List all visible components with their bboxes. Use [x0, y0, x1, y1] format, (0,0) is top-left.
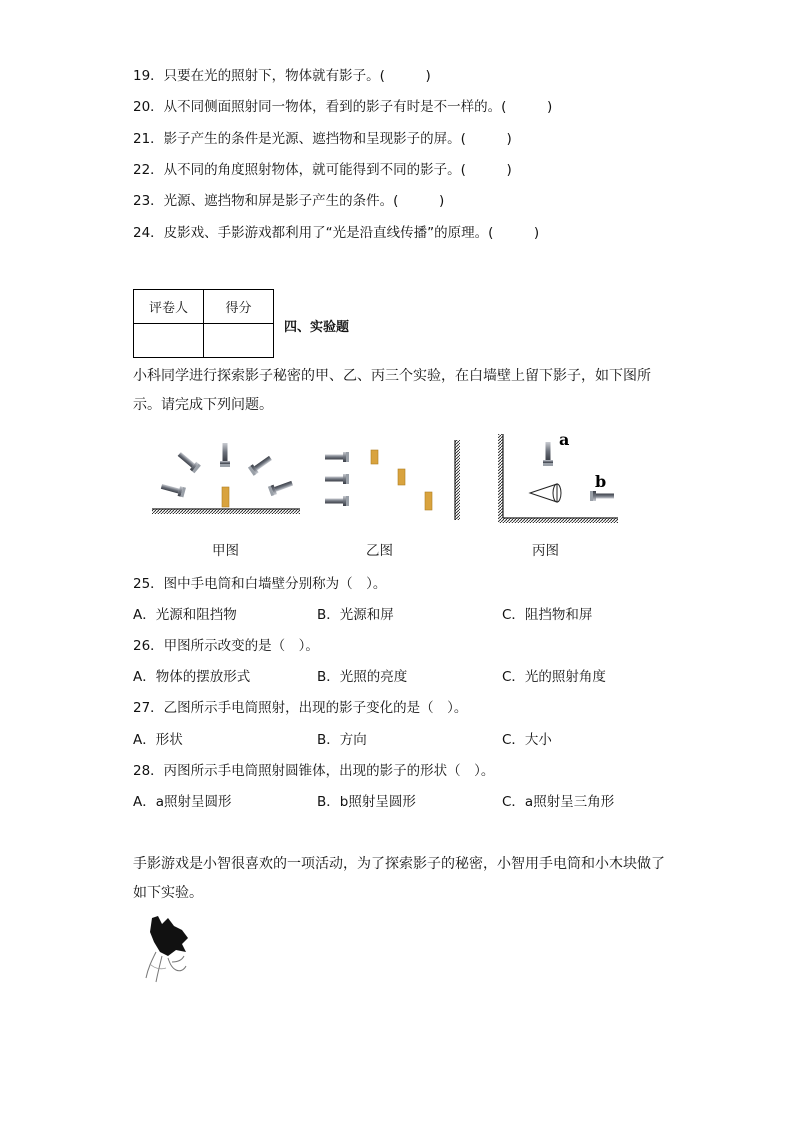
- flashlight-icon: [176, 450, 201, 473]
- q28-option-b[interactable]: B．b照射呈圆形: [317, 794, 416, 810]
- experiment-figure: [0, 0, 794, 560]
- q25-option-a[interactable]: A．光源和阻挡物: [133, 607, 237, 623]
- wood-block: [222, 487, 229, 507]
- flashlight-icon: [325, 474, 349, 484]
- score-header: 得分: [204, 290, 274, 324]
- wood-block: [398, 469, 405, 485]
- caption-bing: 丙图: [532, 543, 559, 559]
- flashlight-icon: [325, 496, 349, 506]
- rabbit-shadow-icon: [150, 916, 188, 956]
- q26-option-c[interactable]: C．光的照射角度: [502, 669, 606, 685]
- q28-option-c[interactable]: C．a照射呈三角形: [502, 794, 615, 810]
- section-title: 四、实验题: [284, 320, 350, 335]
- flashlight-icon: [543, 442, 553, 466]
- question-28: 28．丙图所示手电筒照射圆锥体，出现的影子的形状（ ）。: [133, 763, 495, 779]
- question-19: 19．只要在光的照射下，物体就有影子。( ): [133, 68, 431, 84]
- q26-option-b[interactable]: B．光照的亮度: [317, 669, 408, 685]
- hand-shadow-intro: 手影游戏是小智很喜欢的一项活动，为了探索影子的秘密，小智用手电筒和小木块做了如下实验。: [133, 856, 665, 901]
- caption-jia: 甲图: [212, 543, 239, 559]
- label-a: a: [559, 430, 570, 449]
- question-25: 25．图中手电筒和白墙壁分别称为（ ）。: [133, 576, 387, 592]
- q27-option-b[interactable]: B．方向: [317, 732, 367, 748]
- question-21: 21．影子产生的条件是光源、遮挡物和呈现影子的屏。( ): [133, 131, 512, 147]
- flashlight-icon: [248, 454, 273, 476]
- wall: [455, 440, 460, 520]
- q27-option-c[interactable]: C．大小: [502, 732, 552, 748]
- experiment-intro: 小科同学进行探索影子秘密的甲、乙、丙三个实验，在白墙壁上留下影子，如下图所示。请完成下列问题。: [133, 368, 651, 413]
- hand-shadow-image: [138, 912, 198, 988]
- q25-option-c[interactable]: C．阻挡物和屏: [502, 607, 593, 623]
- figure-yi: [325, 440, 460, 520]
- question-22: 22．从不同的角度照射物体，就可能得到不同的影子。( ): [133, 162, 512, 178]
- question-26: 26．甲图所示改变的是（ ）。: [133, 638, 319, 654]
- figure-bing: [498, 430, 618, 523]
- caption-yi: 乙图: [366, 543, 393, 559]
- flashlight-icon: [325, 452, 349, 462]
- question-27: 27．乙图所示手电筒照射，出现的影子变化的是（ ）。: [133, 700, 468, 716]
- wood-block: [371, 450, 378, 464]
- q26-option-a[interactable]: A．物体的摆放形式: [133, 669, 251, 685]
- label-b: b: [595, 472, 607, 491]
- flashlight-icon: [590, 491, 614, 501]
- q27-option-a[interactable]: A．形状: [133, 732, 183, 748]
- question-20: 20．从不同侧面照射同一物体，看到的影子有时是不一样的。( ): [133, 99, 553, 115]
- flashlight-icon: [160, 482, 186, 498]
- wood-block: [425, 492, 432, 510]
- flashlight-icon: [268, 479, 294, 497]
- question-24: 24．皮影戏、手影游戏都利用了“光是沿直线传播”的原理。( ): [133, 225, 540, 241]
- q25-option-b[interactable]: B．光源和屏: [317, 607, 394, 623]
- reviewer-header: 评卷人: [134, 290, 204, 324]
- q28-option-a[interactable]: A．a照射呈圆形: [133, 794, 232, 810]
- question-23: 23．光源、遮挡物和屏是影子产生的条件。( ): [133, 193, 445, 209]
- flashlight-icon: [220, 443, 230, 467]
- figure-jia: [152, 443, 300, 514]
- hand-outline-icon: [146, 952, 186, 982]
